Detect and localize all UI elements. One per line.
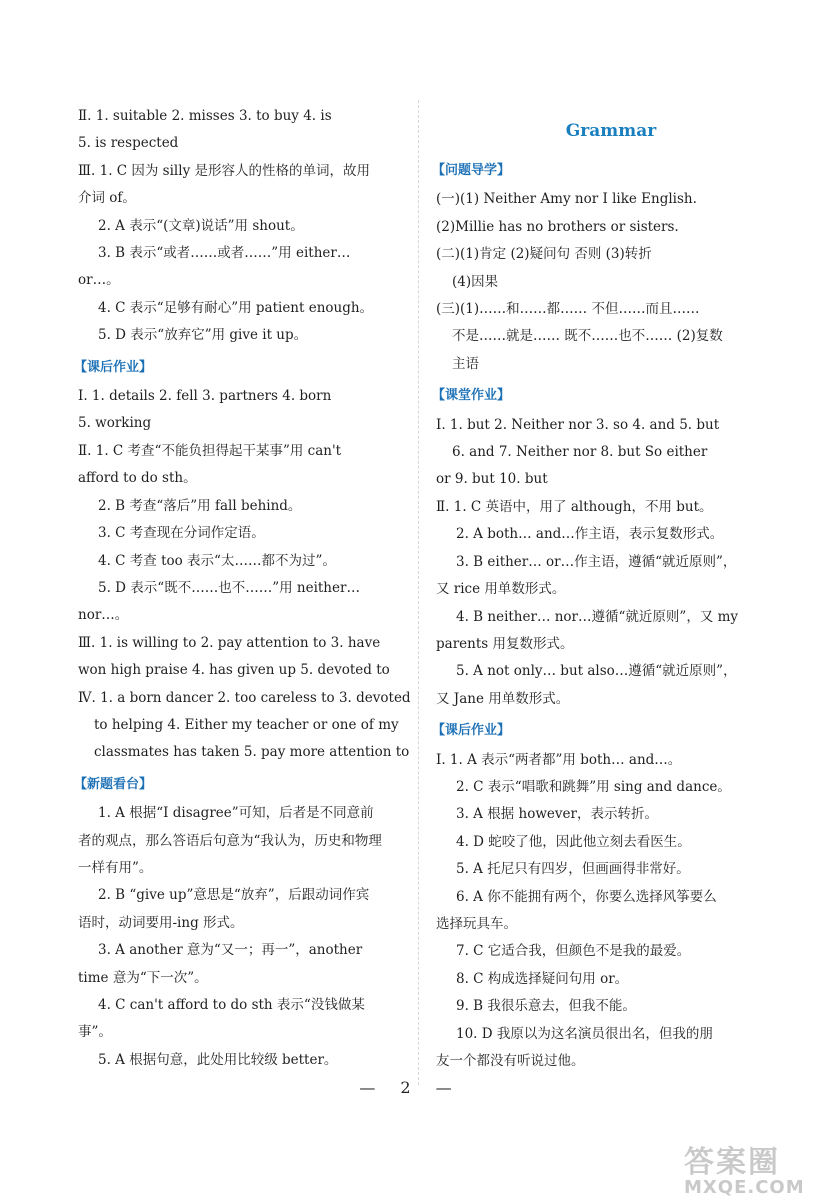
answer-line: 4. C 表示“足够有耐心”用 patient enough。 — [98, 299, 374, 316]
answer-line: 又 rice 用单数形式。 — [436, 581, 566, 598]
answer-line: 1. A 根据“I disagree”可知，后者是不同意前 — [98, 805, 374, 822]
section-heading: 【课后作业】 — [432, 723, 511, 739]
answer-line: 不是……就是…… 既不……也不…… (2)复数 — [452, 328, 723, 345]
answer-line: 3. B either… or…作主语，遵循“就近原则”， — [456, 553, 737, 570]
answer-line: 5. A not only… but also…遵循“就近原则”， — [456, 663, 737, 680]
answer-line: 2. A 表示“(文章)说话”用 shout。 — [98, 217, 304, 234]
answer-line: 5. D 表示“放弃它”用 give it up。 — [98, 327, 308, 344]
answer-line: 语时，动词要用-ing 形式。 — [78, 914, 244, 931]
answer-line: 5. A 根据句意，此处用比较级 better。 — [98, 1051, 338, 1068]
answer-line: 4. D 蛇咬了他，因此他立刻去看医生。 — [456, 833, 691, 850]
answer-line: Ⅱ. 1. C 英语中，用了 although，不用 but。 — [436, 498, 713, 515]
answer-line: 者的观点，那么答语后句意为“我认为，历史和物理 — [78, 832, 382, 849]
section-heading: 【问题导学】 — [432, 163, 511, 178]
answer-line: 主语 — [452, 355, 479, 372]
answer-line: 选择玩具车。 — [436, 915, 517, 932]
answer-line: (二)(1)肯定 (2)疑问句 否则 (3)转折 — [436, 246, 652, 263]
answer-line: nor…。 — [78, 607, 129, 624]
answer-line: 2. B “give up”意思是“放弃”，后跟动词作宾 — [98, 887, 370, 904]
answer-line: parents 用复数形式。 — [436, 635, 574, 652]
answer-line: Ⅱ. 1. C 考查“不能负担得起干某事”用 can't — [78, 442, 342, 459]
answer-line: to helping 4. Either my teacher or one of my — [94, 716, 399, 733]
watermark-url: MXQE.COM — [684, 1177, 805, 1198]
answer-line: (2)Millie has no brothers or sisters. — [436, 218, 679, 235]
section-title: Grammar — [565, 121, 657, 141]
answer-line: (4)因果 — [452, 273, 499, 290]
answer-line: Ⅳ. 1. a born dancer 2. too careless to 3. devoted — [78, 689, 411, 706]
answer-line: classmates has taken 5. pay more attention to — [94, 744, 410, 761]
answer-line: 5. D 表示“既不……也不……”用 neither… — [98, 579, 360, 596]
answer-line: 又 Jane 用单数形式。 — [436, 690, 570, 707]
section-heading: 【新题看台】 — [74, 776, 153, 792]
answer-line: 10. D 我原以为这名演员很出名，但我的朋 — [456, 1025, 713, 1042]
answer-line: 4. C 考查 too 表示“太……都不为过”。 — [98, 552, 336, 569]
answer-line: 4. C can't afford to do sth 表示“没钱做某 — [98, 997, 365, 1013]
answer-line: Ⅱ. 1. suitable 2. misses 3. to buy 4. is — [78, 108, 332, 124]
answer-line: 事”。 — [78, 1024, 112, 1041]
answer-line: 3. A another 意为“又一；再一”，another — [98, 942, 363, 959]
answer-line: Ⅰ. 1. details 2. fell 3. partners 4. born — [78, 388, 332, 405]
answer-line: 介词 of。 — [78, 190, 136, 207]
answer-line: Ⅰ. 1. A 表示“两者都”用 both… and…。 — [436, 751, 682, 768]
answer-line: 2. C 表示“唱歌和跳舞”用 sing and dance。 — [456, 778, 731, 795]
answer-line: (一)(1) Neither Amy nor I like English. — [436, 191, 697, 208]
answer-line: (三)(1)……和……都…… 不但……而且…… — [436, 301, 700, 318]
answer-line: 2. B 考查“落后”用 fall behind。 — [98, 497, 302, 514]
answer-line: Ⅲ. 1. C 因为 silly 是形容人的性格的单词，故用 — [78, 162, 370, 179]
answer-line: Ⅲ. 1. is willing to 2. pay attention to 3. have — [78, 634, 381, 651]
page-number: — 2 — — [359, 1078, 462, 1097]
answer-line: 4. B neither… nor…遵循“就近原则”，又 my — [456, 608, 739, 625]
right-column — [432, 103, 786, 1075]
answer-line: or 9. but 10. but — [436, 471, 548, 488]
answer-line: time 意为“下一次”。 — [78, 969, 208, 986]
watermark-text: 答案圈 — [684, 1145, 780, 1180]
section-heading: 【课堂作业】 — [432, 388, 511, 404]
column-divider — [418, 100, 419, 1085]
answer-line: 9. B 我很乐意去，但我不能。 — [456, 998, 636, 1015]
answer-line: 2. A both… and…作主语，表示复数形式。 — [456, 526, 724, 543]
answer-line: afford to do sth。 — [78, 470, 197, 487]
answer-line: 3. B 表示“或者……或者……”用 either… — [98, 245, 351, 262]
answer-line: 8. C 构成选择疑问句用 or。 — [456, 970, 629, 987]
answer-line: or…。 — [78, 272, 120, 289]
answer-line: 3. C 考查现在分词作定语。 — [98, 525, 265, 542]
answer-line: won high praise 4. has given up 5. devoted to — [78, 662, 390, 679]
answer-line: 5. working — [78, 415, 152, 432]
watermark-logo — [684, 1137, 805, 1198]
answer-line: 6. A 你不能拥有两个，你要么选择风筝要么 — [456, 888, 717, 905]
answer-line: 7. C 它适合我，但颜色不是我的最爱。 — [456, 943, 691, 960]
answer-line: 5. A 托尼只有四岁，但画画得非常好。 — [456, 861, 690, 878]
answer-line: Ⅰ. 1. but 2. Neither nor 3. so 4. and 5. but — [436, 416, 720, 433]
answer-line: 6. and 7. Neither nor 8. but So either — [452, 444, 708, 461]
left-column — [74, 103, 411, 1074]
answer-line: 一样有用”。 — [78, 859, 153, 876]
answer-line: 3. A 根据 however，表示转折。 — [456, 806, 658, 823]
section-heading: 【课后作业】 — [74, 359, 153, 375]
answer-line: 5. is respected — [78, 135, 179, 152]
answer-line: 友一个都没有听说过他。 — [436, 1053, 585, 1069]
